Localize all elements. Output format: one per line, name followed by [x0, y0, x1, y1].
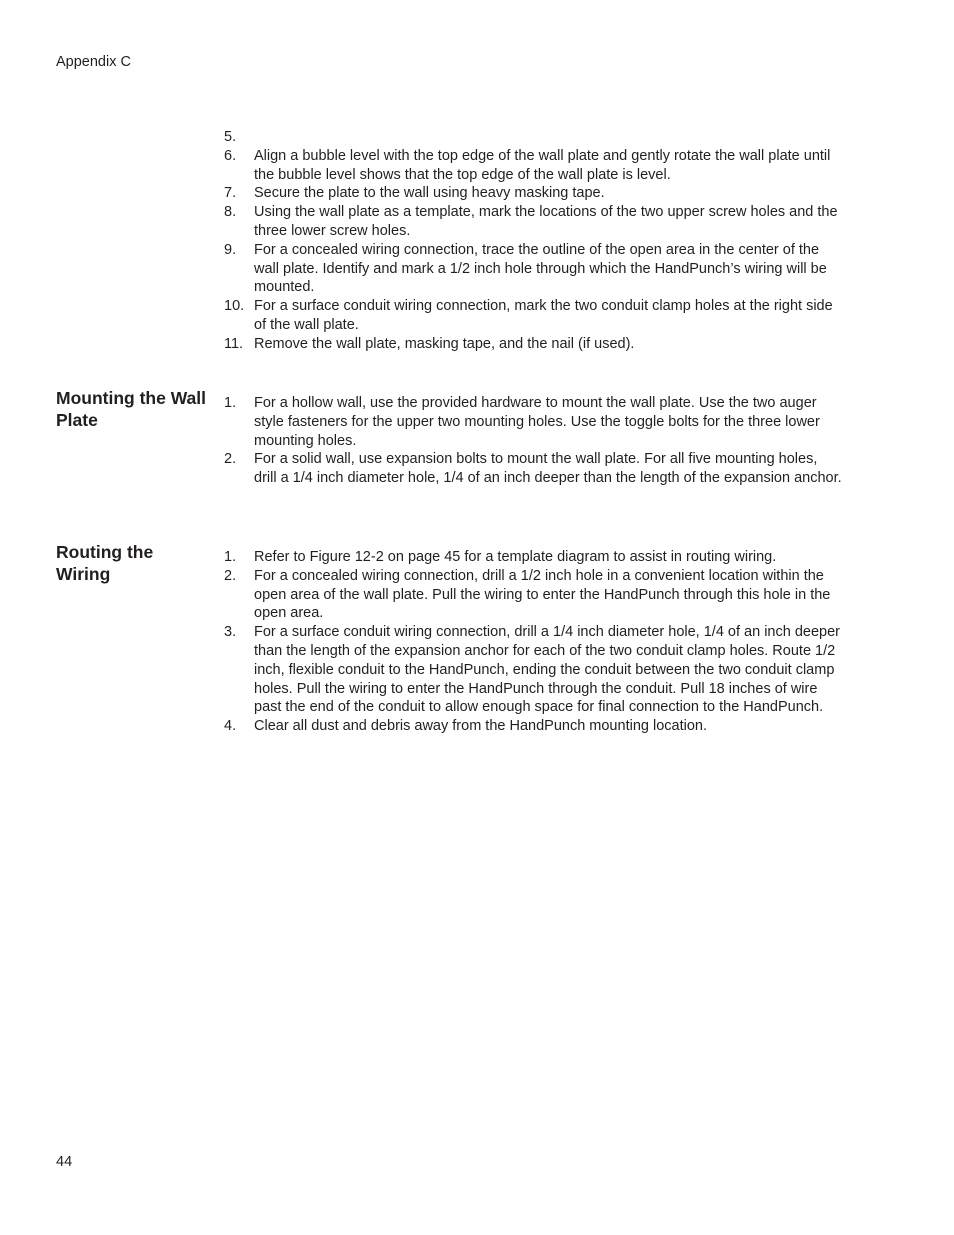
- step-text: For a surface conduit wiring connection, drill a 1/4 inch diameter hole, 1/4 of an inch deeper than the length of the expansion anchor for each of the two conduit clamp holes. Route 1/2 inch, flexible conduit to the HandPunch, ending the conduit between the two conduit clamp holes. Pull the wiring to enter the HandPunch through the conduit. Pull 18 inches of wire past the end of the conduit to allow enough space for final connection to the HandPunch.: [254, 624, 840, 716]
- step-text: Align a bubble level with the top edge of the wall plate and gently rotate the wall plate until the bubble level shows that the top edge of the wall plate is level.: [254, 147, 831, 183]
- step-number: 5.: [224, 129, 237, 145]
- list-item: [222, 128, 847, 147]
- list-item: [222, 297, 847, 335]
- intro-step-list: [222, 128, 847, 354]
- step-text: For a surface conduit wiring connection, mark the two conduit clamp holes at the right side of the wall plate.: [254, 298, 833, 333]
- step-number: 2.: [224, 567, 237, 584]
- step-text: For a concealed wiring connection, trace the outline of the open area in the center of the wall plate. Identify and mark a 1/2 inch hole through which the HandPunch’s wiring will be mounted.: [254, 241, 827, 296]
- step-number: 8.: [224, 204, 237, 221]
- step-number: 1.: [224, 549, 237, 565]
- step-text: Secure the plate to the wall using heavy masking tape.: [254, 185, 605, 202]
- routing-step-list: [222, 548, 847, 736]
- step-number: 1.: [224, 395, 237, 411]
- step-text: Clear all dust and debris away from the HandPunch mounting location.: [254, 718, 707, 735]
- list-item: [222, 203, 847, 241]
- section-heading-routing: Routing the Wiring: [56, 542, 154, 584]
- list-item: [222, 147, 847, 185]
- list-item: [222, 623, 847, 717]
- step-number: 2.: [224, 451, 237, 468]
- step-number: 3.: [224, 624, 237, 641]
- list-item: [222, 394, 847, 450]
- step-number: 11.: [224, 335, 244, 352]
- step-number: 4.: [224, 718, 237, 735]
- list-item: [222, 717, 847, 736]
- step-text: [254, 128, 847, 147]
- step-text: For a solid wall, use expansion bolts to mount the wall plate. For all five mounting holes, drill a 1/4 inch diameter hole, 1/4 of an inch deeper than the length of the expansion anchor.: [254, 451, 842, 487]
- list-item: [222, 184, 847, 203]
- step-text: Refer to Figure 12-2 on page 45 for a template diagram to assist in routing wiring.: [254, 549, 777, 565]
- list-item: [222, 548, 847, 567]
- step-number: 10.: [224, 298, 245, 315]
- step-text: For a concealed wiring connection, drill a 1/2 inch hole in a convenient location within the open area of the wall plate. Pull the wiring to enter the HandPunch through this hole in the open area.: [254, 567, 831, 622]
- step-number: 9.: [224, 241, 237, 258]
- section-heading-mounting: Mounting the Wall Plate: [56, 388, 207, 430]
- step-number: 7.: [224, 185, 237, 202]
- mounting-step-list: [222, 394, 847, 488]
- step-number: 6.: [224, 147, 237, 164]
- page-number: 44: [56, 1154, 73, 1170]
- list-item: [222, 567, 847, 623]
- step-text: Using the wall plate as a template, mark the locations of the two upper screw holes and the three lower screw holes.: [254, 204, 838, 239]
- list-item: [222, 335, 847, 354]
- step-text: For a hollow wall, use the provided hardware to mount the wall plate. Use the two auger style fasteners for the upper two mounting holes. Use the toggle bolts for the three lower mounting holes.: [254, 395, 820, 449]
- list-item: [222, 241, 847, 297]
- running-header: Appendix C: [56, 54, 131, 70]
- step-text: Remove the wall plate, masking tape, and the nail (if used).: [254, 335, 635, 352]
- list-item: [222, 450, 847, 488]
